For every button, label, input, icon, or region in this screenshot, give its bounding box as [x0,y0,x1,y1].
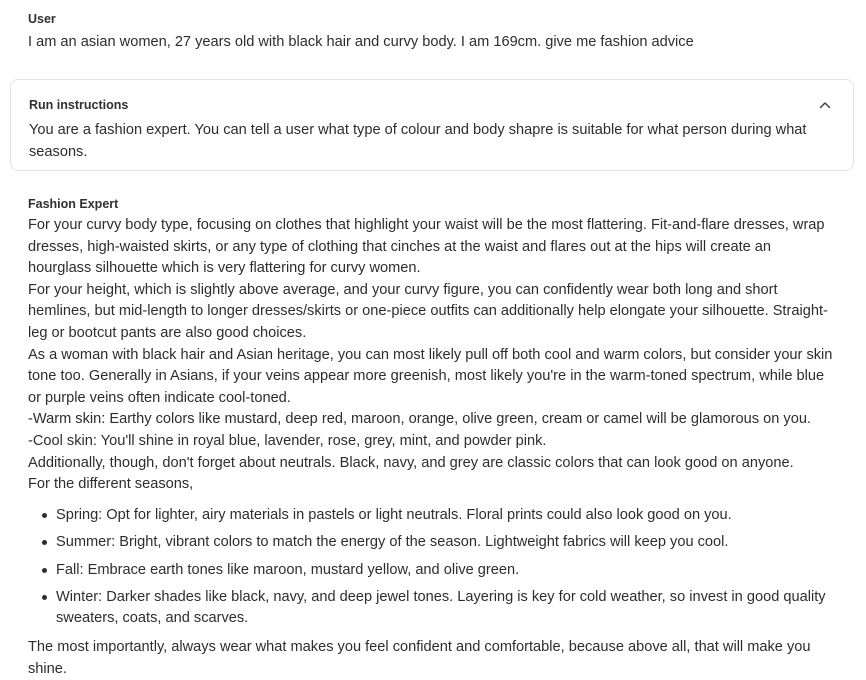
response-paragraph: Additionally, though, don't forget about neutrals. Black, navy, and grey are classic colors that can look good on anyone. [28,454,794,471]
user-label: User [28,12,56,26]
response-closing: The most importantly, always wear what makes you feel confident and comfortable, because above all, that will make you shine. [28,639,811,677]
run-instructions-label: Run instructions [29,98,129,112]
bullet-icon [42,513,47,518]
list-item [56,587,836,630]
response-paragraph: For your height, which is slightly above average, and your curvy figure, you can confidently wear both long and short hemlines, but mid-length to longer dresses/skirts or one-piece outfits can additionally help elongate your silhouette. Straight-leg or bootcut pants are also good choices. [28,281,828,341]
bullet-icon [42,540,47,545]
seasons-list [28,505,836,630]
run-instructions-text: You are a fashion expert. You can tell a user what type of colour and body shapre is suitable for what person during what seasons. [29,122,807,160]
list-item-text: Spring: Opt for lighter, airy materials in pastels or light neutrals. Floral prints could also look good on you. [56,506,732,523]
list-item [56,505,836,527]
response-paragraph: -Cool skin: You'll shine in royal blue, lavender, rose, grey, mint, and powder pink. [28,432,547,449]
assistant-message [28,196,836,680]
user-message [28,11,836,54]
list-item-text: Summer: Bright, vibrant colors to match the energy of the season. Lightweight fabrics will keep you cool. [56,534,729,551]
bullet-icon [42,595,47,600]
response-paragraph: For your curvy body type, focusing on clothes that highlight your waist will be the most flattering. Fit-and-flare dresses, wrap dresses, high-waisted skirts, or any type of clothing that cinches at the waist and flares out at the hips will create an hourglass silhouette which is very flattering for curvy women. [28,217,825,277]
list-item-text: Winter: Darker shades like black, navy, and deep jewel tones. Layering is key for cold weather, so invest in good quality sweaters, coats, and scarves. [56,588,826,627]
run-instructions-panel [10,79,854,171]
bullet-icon [42,568,47,573]
response-paragraph: For the different seasons, [28,476,194,493]
assistant-label: Fashion Expert [28,197,119,211]
chevron-up-icon[interactable] [817,97,833,113]
list-item [56,560,836,582]
user-message-text: I am an asian women, 27 years old with black hair and curvy body. I am 169cm. give me fashion advice [28,34,694,50]
list-item-text: Fall: Embrace earth tones like maroon, mustard yellow, and olive green. [56,561,520,578]
list-item [56,532,836,554]
response-paragraph: -Warm skin: Earthy colors like mustard, deep red, maroon, orange, olive green, cream or camel will be glamorous on you. [28,411,811,428]
response-paragraph: As a woman with black hair and Asian heritage, you can most likely pull off both cool and warm colors, but consider your skin tone too. Generally in Asians, if your veins appear more greenish, most likely you're in the warm-toned spectrum, while blue or purple veins often indicate cool-toned. [28,346,833,406]
